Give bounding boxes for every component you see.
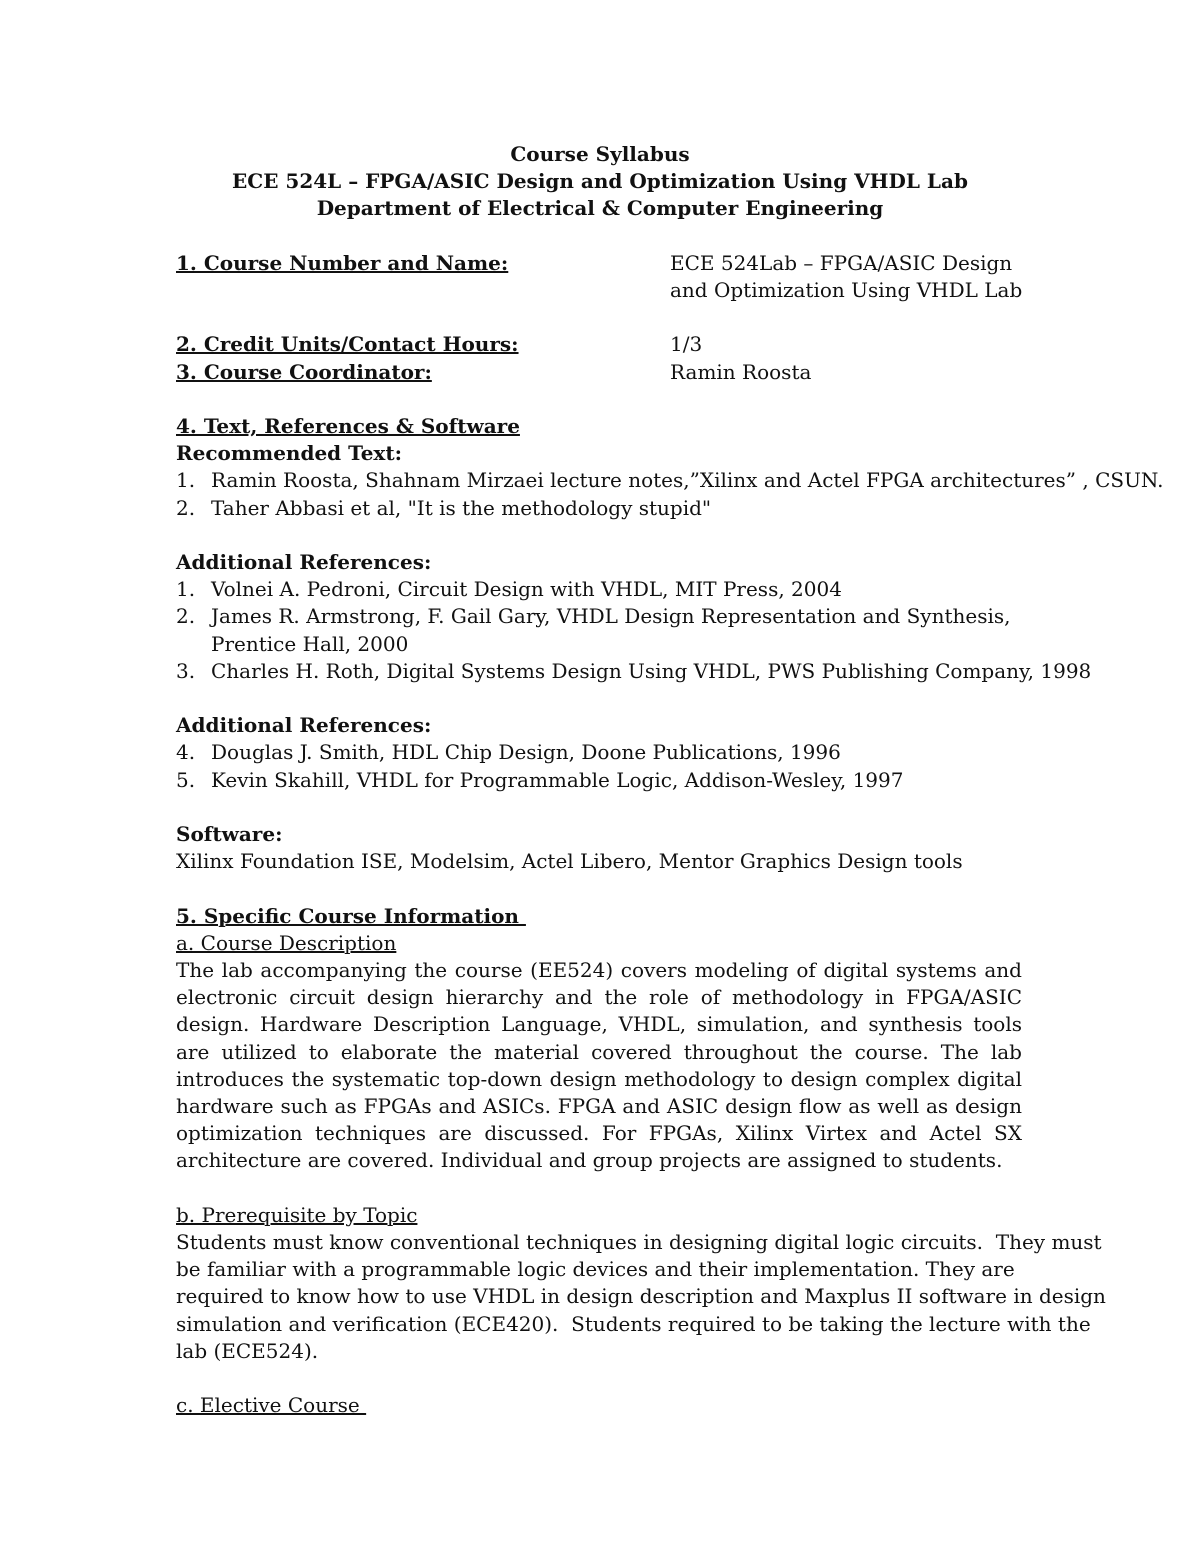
list-item: 3. Charles H. Roth, Digital Systems Design Using VHDL, PWS Publishing Company, 1998: [176, 658, 1092, 683]
software-text: Xilinx Foundation ISE, Modelsim, Actel Libero, Mentor Graphics Design tools: [176, 849, 963, 874]
list-item: 1. Volnei A. Pedroni, Circuit Design with VHDL, MIT Press, 2004: [176, 577, 842, 602]
additional-references-list: [176, 576, 1116, 685]
title-line-3: Department of Electrical & Computer Engineering: [316, 196, 884, 221]
course-description-heading: a. Course Description: [176, 930, 397, 955]
elective-course-heading: c. Elective Course: [176, 1393, 367, 1418]
credit-units-value: 1/3: [670, 332, 703, 357]
document-page: [176, 141, 1164, 1419]
prerequisite-text: Students must know conventional techniques in designing digital logic circuits. They must be familiar with a programmable logic devices and their implementation. They are required to know how to use VHDL in design description and Maxplus II software in design simulation and verification (ECE420). Students required to be taking the lecture with the lab (ECE524).: [176, 1230, 1113, 1363]
list-item: 5. Kevin Skahill, VHDL for Programmable Logic, Addison-Wesley, 1997: [176, 767, 904, 792]
list-item: 2. Taher Abbasi et al, "It is the methodology stupid": [176, 495, 712, 520]
course-number-label: 1. Course Number and Name:: [176, 250, 509, 275]
software-heading: Software:: [176, 821, 283, 846]
credit-units-label: 2. Credit Units/Contact Hours:: [176, 332, 519, 357]
coordinator-label: 3. Course Coordinator:: [176, 359, 432, 384]
course-description-text: The lab accompanying the course (EE524) covers modeling of digital systems and electronic circuit design hierarchy and the role of methodology in FPGA/ASIC design. Hardware Description Language, VHDL, simulation, and synthesis tools are utilized to elaborate the material covered throughout the course. The lab introduces the systematic top-down design methodology to design complex digital hardware such as FPGAs and ASICs. FPGA and ASIC design flow as well as design optimization techniques are discussed. For FPGAs, Xilinx Virtex and Actel SX architecture are covered. Individual and group projects are assigned to students.: [176, 957, 1022, 1173]
additional-references-list-2: [176, 739, 1116, 793]
course-number-value: ECE 524Lab – FPGA/ASIC Design and Optimization Using VHDL Lab: [670, 250, 1023, 302]
prerequisite-heading: b. Prerequisite by Topic: [176, 1202, 418, 1227]
list-item: 4. Douglas J. Smith, HDL Chip Design, Doone Publications, 1996: [176, 740, 841, 765]
coordinator-value: Ramin Roosta: [670, 359, 812, 384]
recommended-text-list: [176, 467, 1164, 521]
document-title: [0, 141, 1200, 223]
additional-references-heading: Additional References:: [176, 549, 432, 574]
coordinator-row: [176, 359, 1116, 386]
list-item: 2. James R. Armstrong, F. Gail Gary, VHDL Design Representation and Synthesis, Prentice Hall, 2000: [176, 604, 1011, 656]
recommended-text-heading: Recommended Text:: [176, 441, 402, 466]
section-5-heading: 5. Specific Course Information: [176, 903, 526, 928]
course-number-row: [176, 250, 1116, 304]
title-line-1: Course Syllabus: [510, 142, 690, 166]
list-item: 1. Ramin Roosta, Shahnam Mirzaei lecture notes,”Xilinx and Actel FPGA architectures” , CSUN.: [176, 468, 1164, 493]
section-4-heading: 4. Text, References & Software: [176, 413, 520, 438]
title-line-2: ECE 524L – FPGA/ASIC Design and Optimization Using VHDL Lab: [232, 169, 968, 194]
additional-references-heading-2: Additional References:: [176, 713, 432, 738]
credit-units-row: [176, 331, 1116, 358]
